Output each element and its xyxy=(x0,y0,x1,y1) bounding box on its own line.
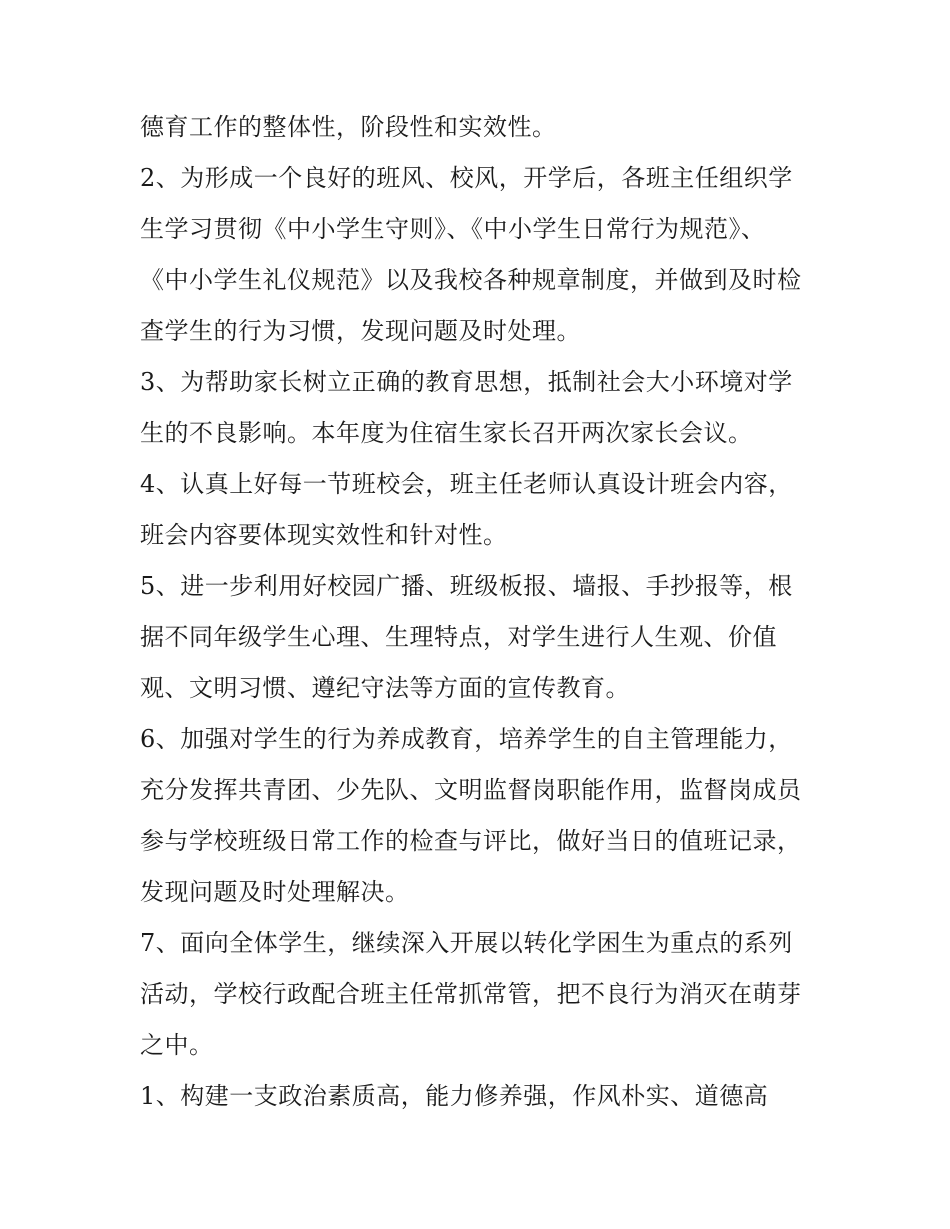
text-line: 生的不良影响。本年度为住宿生家长召开两次家长会议。 xyxy=(140,419,753,447)
text-line: 《中小学生礼仪规范》以及我校各种规章制度，并做到及时检 xyxy=(140,266,802,294)
text-line: 2、为形成一个良好的班风、校风，开学后，各班主任组织学 xyxy=(140,164,793,192)
text-line: 5、进一步利用好校园广播、班级板报、墙报、手抄报等，根 xyxy=(140,572,793,600)
text-line: 生学习贯彻《中小学生守则》、《中小学生日常行为规范》、 xyxy=(140,215,766,243)
text-line: 之中。 xyxy=(140,1031,214,1059)
text-line: 6、加强对学生的行为养成教育，培养学生的自主管理能力， xyxy=(140,725,793,753)
text-line: 充分发挥共青团、少先队、文明监督岗职能作用，监督岗成员 xyxy=(140,776,802,804)
text-line: 4、认真上好每一节班校会，班主任老师认真设计班会内容， xyxy=(140,470,793,498)
text-line: 查学生的行为习惯，发现问题及时处理。 xyxy=(140,317,581,345)
text-line: 观、文明习惯、遵纪守法等方面的宣传教育。 xyxy=(140,674,630,702)
text-line: 据不同年级学生心理、生理特点，对学生进行人生观、价值 xyxy=(140,623,777,651)
text-line: 7、面向全体学生，继续深入开展以转化学困生为重点的系列 xyxy=(140,929,793,957)
text-line: 德育工作的整体性，阶段性和实效性。 xyxy=(140,113,557,141)
text-line: 活动，学校行政配合班主任常抓常管，把不良行为消灭在萌芽 xyxy=(140,980,802,1008)
text-line: 发现问题及时处理解决。 xyxy=(140,878,410,906)
text-line: 3、为帮助家长树立正确的教育思想，抵制社会大小环境对学 xyxy=(140,368,793,396)
text-line: 1、构建一支政治素质高，能力修养强，作风朴实、道德高 xyxy=(140,1082,769,1110)
text-line: 班会内容要体现实效性和针对性。 xyxy=(140,521,508,549)
text-line: 参与学校班级日常工作的检查与评比，做好当日的值班记录， xyxy=(140,827,802,855)
